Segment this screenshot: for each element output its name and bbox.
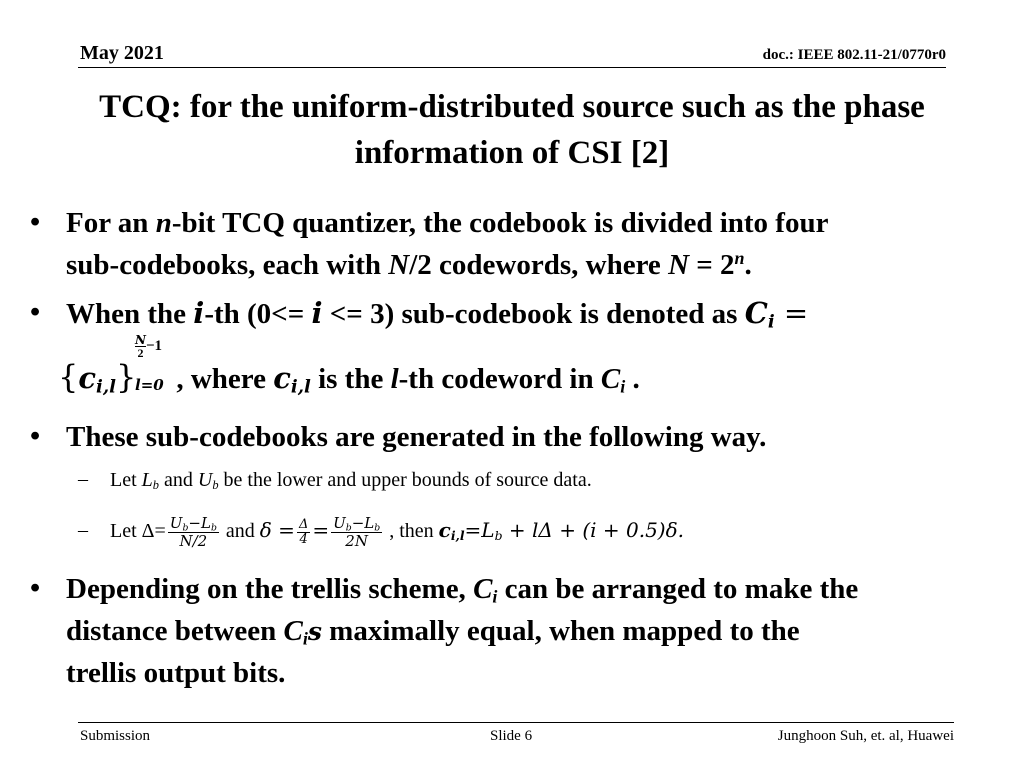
subscript-b: b [210,522,217,534]
var-i: i [311,296,323,330]
fraction-denominator: 2 [137,346,144,360]
bullet-marker: • [30,572,41,604]
text-run: sub-codebooks, each with [66,249,389,281]
text-run: = 2 [689,249,735,281]
subscript-b: b [494,528,503,544]
var-C: C [473,573,493,605]
bullet-4-line-1 [66,572,858,606]
subscript-b: b [182,522,189,534]
var-c: c [78,361,97,395]
fraction-numerator [168,515,219,533]
text-run: Let Δ= [110,520,166,542]
left-brace: { [58,358,79,396]
text-run: , then [384,520,439,542]
footer-submission: Submission [80,728,151,744]
subscript-i: i [492,586,498,607]
bullet-marker: • [30,296,41,328]
bullet-4-line-3: trellis output bits. [66,657,286,689]
text-run: When the [66,298,194,330]
fraction-numerator: N [135,333,146,347]
sub-bullet-1 [110,468,592,492]
fraction-denominator: 4 [299,531,308,547]
text-run: . [625,363,640,395]
delta-quarter-fraction [297,518,310,547]
subscript-il: i,l [290,376,311,398]
var-N: N [668,249,690,281]
bullet-3-line-1: These sub-codebooks are generated in the following way. [66,421,767,453]
bullet-1-line-2 [66,248,752,282]
var-U: U [197,469,213,491]
var-s: s [307,617,322,646]
header-date: May 2021 [80,42,164,64]
text-run: , where [176,363,274,395]
var-L: L [141,469,153,491]
text-run: -th (0<= [204,298,312,330]
minus-L: −L [351,513,375,532]
right-brace: } [115,358,137,396]
subscript-i: i [620,376,626,397]
footer-authors: Junghoon Suh, et. al, Huawei [777,728,954,744]
subscript-il: i,l [450,528,465,544]
bullet-marker: • [30,206,41,238]
text-run: be the lower and upper bounds of source data. [218,469,592,491]
var-i: i [193,296,205,330]
text-run: <= 3) sub-codebook is denoted as [322,298,745,330]
text-run: -bit TCQ quantizer, the codebook is divided into four [171,207,829,239]
equals-sign: = [312,518,330,542]
var-c: c [438,518,451,542]
equals-sign: = [774,296,809,330]
sub-bullet-marker: – [78,519,88,541]
var-N: N [388,249,410,281]
formula-rest: + lΔ + (i + 0.5)δ. [502,518,684,542]
subscript-b: b [152,478,159,493]
subscript-b: b [212,478,219,493]
bullet-marker: • [30,420,41,452]
text-run: -th codeword in [398,363,601,395]
bullet-1-line-1 [66,206,828,240]
subscript-b: b [345,522,352,534]
text-run: For an [66,207,156,239]
sub-bullet-marker: – [78,468,88,490]
bullet-4-line-2 [66,614,800,649]
text-run: is the [310,363,391,395]
delta-range-fraction [331,515,382,550]
footer-divider [78,722,954,723]
subscript-i: i [767,311,775,333]
slide-title-line-1: TCQ: for the uniform-distributed source such as the phase [99,89,925,125]
var-U: U [333,513,346,532]
text-run: /2 codewords, where [409,249,669,281]
text-run: Let [110,469,142,491]
text-run: Depending on the trellis scheme, [66,573,474,605]
fraction-numerator [331,515,382,533]
sub-bullet-2 [110,510,684,551]
fraction-numerator: Δ [298,516,309,532]
var-C: C [744,296,768,330]
fraction-denominator: 2N [345,531,368,550]
subscript-b: b [374,522,381,534]
text-run: and [220,520,260,542]
footer-slide-number: Slide 6 [490,728,533,744]
set-limits [135,334,164,393]
minus-L: −L [188,513,211,532]
subscript-i: i [302,628,308,649]
bullet-2-line-1 [66,296,808,331]
upper-limit-fraction [135,334,146,359]
text-run: and [158,469,198,491]
subscript-il: i,l [96,376,116,398]
var-c: c [273,361,291,395]
delta-lowercase: δ = [259,518,295,542]
var-n: n [155,207,172,239]
text-run: maximally equal, when mapped to the [321,615,800,647]
text-run: can be arranged to make the [497,573,859,605]
lower-limit: l=0 [135,376,164,394]
upper-limit [135,334,164,359]
header-doc-id: doc.: IEEE 802.11-21/0770r0 [762,47,946,63]
var-U: U [169,513,183,532]
upper-limit-rest: −1 [145,337,163,354]
text-run: . [744,249,752,281]
equals-L: =L [464,518,495,542]
var-l: l [390,363,399,395]
text-run: distance between [66,615,284,647]
var-C: C [283,615,303,647]
delta-fraction [168,515,219,550]
var-C: C [600,363,621,395]
slide-title-line-2: information of CSI [2] [354,135,670,171]
exponent-n: n [734,248,745,269]
fraction-denominator: N/2 [179,531,208,550]
